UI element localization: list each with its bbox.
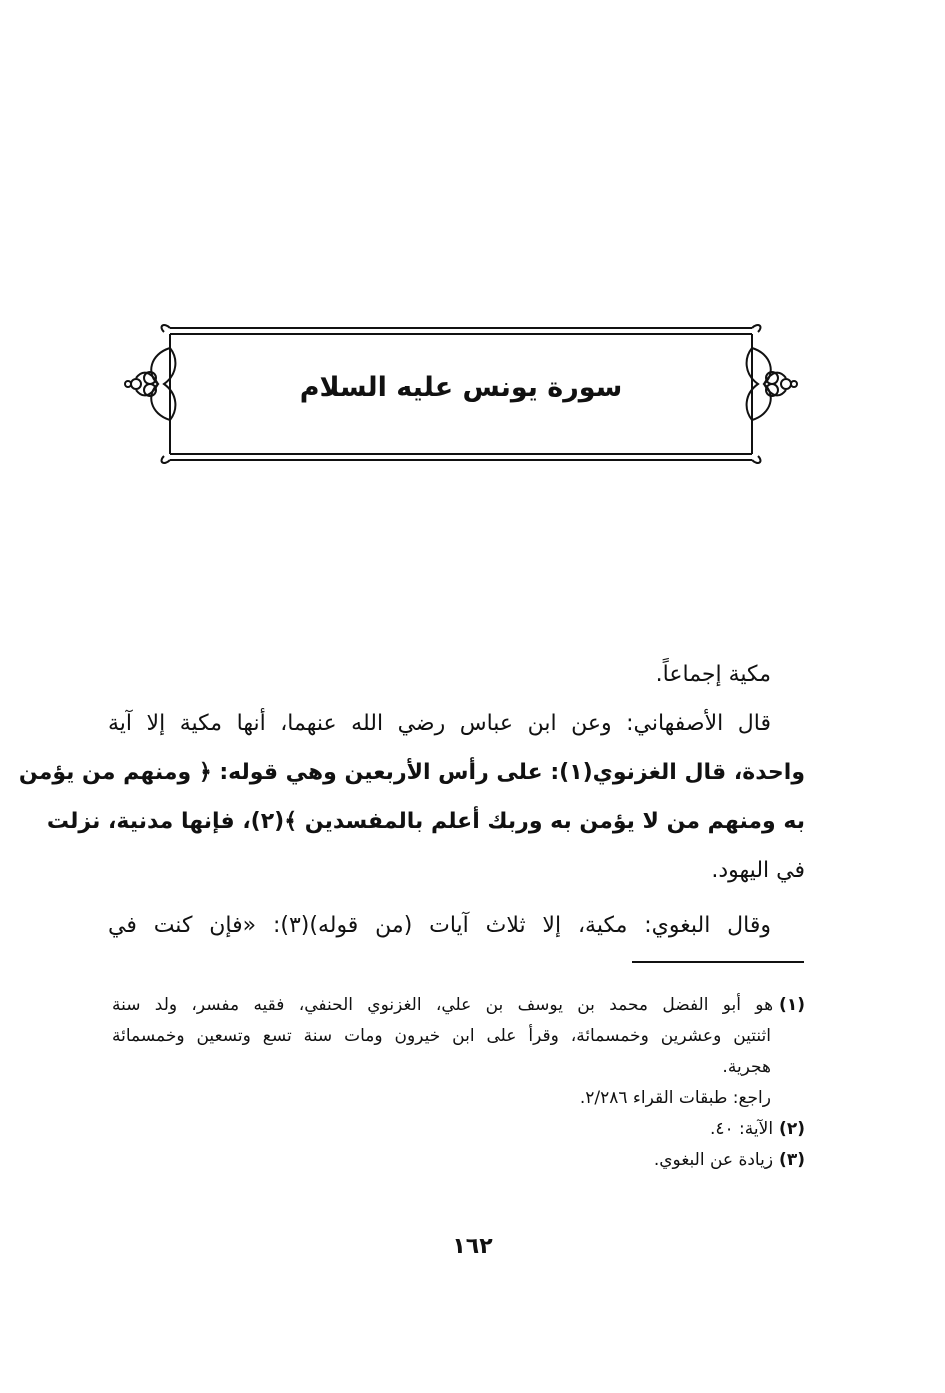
page-number: ١٦٢ [452, 1234, 493, 1259]
footnote-text: الآية: ٤٠. [709, 1119, 774, 1139]
text-line: واحدة، قال الغزنوي(١): على رأس الأربعين وهي قوله: ﴿ ومنهم من يؤمن [18, 760, 805, 785]
footnote-3 [112, 1145, 805, 1176]
main-text [18, 650, 805, 950]
footnote-separator [632, 961, 804, 963]
footnote-number: (٢) [779, 1119, 805, 1139]
text-line: مكية إجماعاً. [655, 662, 771, 687]
footnote-number: (٣) [779, 1150, 805, 1170]
chapter-title-frame [120, 318, 802, 468]
footnote-text: هو أبو الفضل محمد بن يوسف بن علي، الغزنوي الحنفي، فقيه مفسر، ولد سنة [112, 995, 774, 1015]
text-line: به ومنهم من لا يؤمن به وربك أعلم بالمفسدين ﴾(٢)، فإنها مدنية، نزلت [46, 809, 805, 834]
text-line: في اليهود. [711, 858, 805, 883]
footnote-2 [112, 1114, 805, 1145]
footnote-text: زيادة عن البغوي. [653, 1150, 774, 1170]
footnote-number: (١) [779, 995, 805, 1015]
footnote-text: اثنتين وعشرين وخمسمائة، وقرأ على ابن خيرون ومات سنة تسع وتسعين وخمسمائة [112, 1026, 771, 1046]
text-line: وقال البغوي: مكية، إلا ثلاث آيات (من قوله)(٣): «فإن كنت في [108, 913, 771, 938]
chapter-title: سورة يونس عليه السلام [299, 372, 623, 403]
footnote-text: راجع: طبقات القراء ٢/٢٨٦. [579, 1088, 771, 1108]
text-line: قال الأصفهاني: وعن ابن عباس رضي الله عنهما، أنها مكية إلا آية [108, 711, 771, 736]
footnotes [112, 990, 805, 1176]
footnote-1 [112, 990, 805, 1021]
footnote-text: هجرية. [722, 1057, 771, 1077]
